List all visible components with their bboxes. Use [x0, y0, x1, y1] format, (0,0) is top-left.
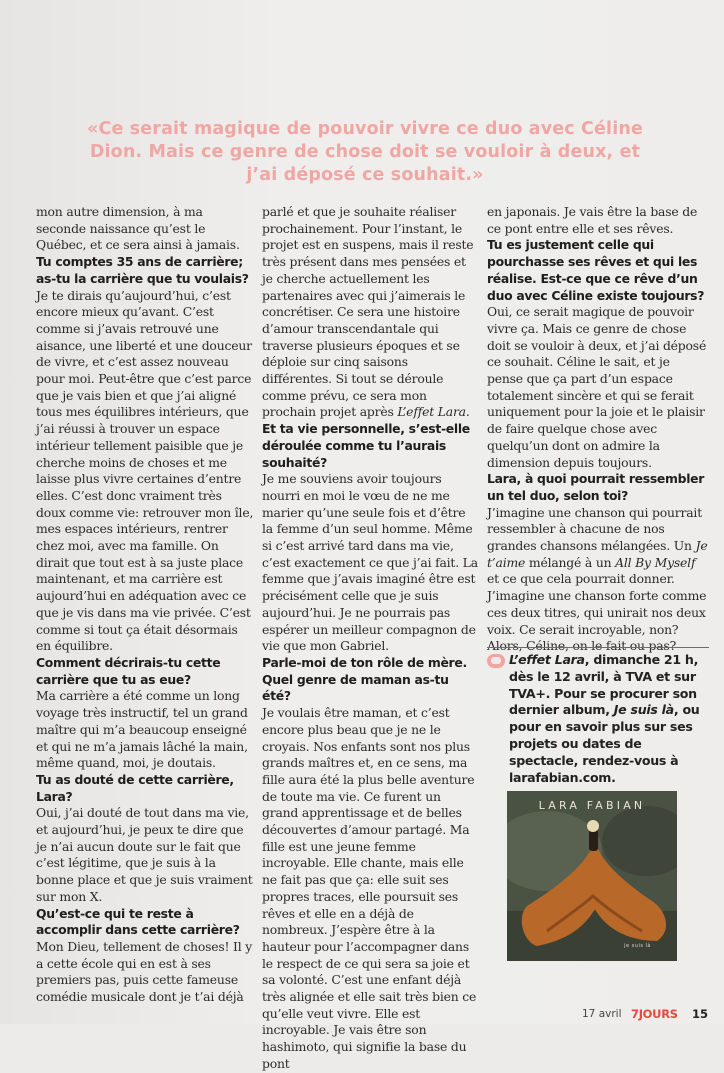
paragraph	[487, 505, 709, 655]
article-column-3	[487, 204, 709, 655]
interview-question: Tu es justement celle qui pourchasse ses rêves et qui les réalise. Est-ce que ce rêve d’un duo avec Céline existe toujours?	[487, 237, 705, 303]
paragraph	[262, 204, 480, 421]
song-title: Je t’aime	[487, 538, 708, 570]
pull-quote-line: j’ai déposé ce souhait.»	[246, 165, 484, 185]
text-run: et ce que cela pourrait donner. J’imagine une chanson forte comme ces deux titres, qui unirait nos deux voix. Ce serait incroyable, non? Alors, Céline, on le fait ou pas?	[487, 571, 707, 654]
interview-question: Et ta vie personnelle, s’est-elle déroulée comme tu l’aurais souhaité?	[262, 421, 470, 470]
issue-date: 17 avril	[582, 1008, 622, 1020]
album-artwork	[507, 791, 677, 961]
paragraph: Je me souviens avoir toujours nourri en moi le vœu de ne me marier qu’une seule fois et d’être la femme d’un seul homme. Même si c’est arrivé tard dans ma vie, c’est exactement ce que j’ai fait. La femme que j’avais imaginé être est précisément celle que je suis aujourd’hui. Je ne pourrais pas espérer un meilleur compagnon de vie que mon Gabriel.	[262, 471, 478, 654]
pull-quote-line: «Ce serait magique de pouvoir vivre ce duo avec Céline	[87, 119, 643, 139]
album-artist: LARA FABIAN	[538, 799, 646, 812]
album-cover	[507, 791, 677, 961]
show-title: L’effet Lara	[509, 652, 585, 667]
pull-quote-line: Dion. Mais ce genre de chose doit se vouloir à deux, et	[89, 142, 641, 162]
paragraph: Ma carrière a été comme un long voyage très instructif, tel un grand maître qui m’a beaucoup enseigné et qui ne m’a jamais lâché la main, même quand, moi, je doutais.	[36, 688, 248, 771]
text-run: .	[465, 404, 470, 420]
interview-question: Qu’est-ce qui te reste à accomplir dans cette carrière?	[36, 905, 240, 938]
text-run: parlé et que je souhaite réaliser prochainement. Pour l’instant, le projet est en suspens, mais il reste très présent dans mes pensées et je cherche actuellement les partenaires avec qui j’aimerais le concrétiser. Ce sera une histoire d’amour transcendantale qui traverse plusieurs époques et se déploie sur cinq saisons différentes. Si tout se déroule comme prévu, ce sera mon prochain projet après	[262, 204, 474, 420]
paragraph: Je te dirais qu’aujourd’hui, c’est encore mieux qu’avant. C’est comme si j’avais retrouvé une aisance, une liberté et une douceur de vivre, et c’est assez nouveau pour moi. Peut-être que c’est parce que je vais bien et que j’ai aligné tous mes équilibres intérieurs, que j’ai réussi à trouver un espace intérieur tellement paisible que je cherche moins de choses et me laisse plus vivre certaines d’entre elles. C’est donc vraiment très doux comme vie: retrouver mon île, mes espaces intérieurs, rentrer chez moi, avec ma famille. On dirait que tout est à sa juste place maintenant, et ma carrière est aujourd’hui en adéquation avec ce que je vis dans ma vie privée. C’est comme si tout ça était désormais en équilibre.	[36, 287, 254, 654]
article-column-1	[36, 204, 254, 1006]
magazine-logo: 7JOURS	[631, 1007, 678, 1021]
interview-question: Comment décrirais-tu cette carrière que tu as eue?	[36, 654, 221, 687]
interview-question: Lara, à quoi pourrait ressembler un tel duo, selon toi?	[487, 471, 705, 503]
interview-question: Tu comptes 35 ans de carrière; as-tu la carrière que tu voulais?	[36, 254, 249, 286]
pull-quote	[40, 118, 690, 187]
album-name: je suis là	[624, 943, 651, 949]
song-title: All By Myself	[615, 554, 696, 570]
paragraph: en japonais. Je vais être la base de ce pont entre elle et ses rêves.	[487, 204, 698, 236]
text-run: mélangé à un	[525, 554, 616, 570]
info-text: , dimanche 21 h, dès le 12 avril, à TVA et sur TVA+. Pour se procurer son dernier album,	[509, 652, 699, 718]
paragraph: Oui, j’ai douté de tout dans ma vie, et aujourd’hui, je peux te dire que je n’ai aucun doute sur le fait que c’est légitime, que je suis à la bonne place et que je suis vraiment sur mon X.	[36, 805, 253, 904]
paragraph: Oui, ce serait magique de pouvoir vivre ça. Mais ce genre de chose doit se vouloir à deux, et j’ai déposé ce souhait. Céline le sait, et je pense que ça part d’un espace totalement sincère et qui se ferait uniquement pour la joie et le plaisir de faire quelque chose avec quelqu’un dont on admire la dimension depuis toujours.	[487, 304, 707, 470]
divider	[487, 647, 709, 648]
page-number: 15	[692, 1007, 709, 1021]
show-title: L’effet Lara	[397, 404, 466, 420]
paragraph: mon autre dimension, à ma seconde naissance qu’est le Québec, et ce sera ainsi à jamais.	[36, 204, 240, 253]
interview-question: Tu as douté de cette carrière, Lara?	[36, 771, 234, 804]
text-run: J’imagine une chanson qui pourrait ressembler à chacune de nos grandes chansons mélangées. Un	[487, 504, 702, 554]
album-title: Je suis là	[613, 702, 674, 718]
info-box	[487, 652, 709, 786]
paragraph: Mon Dieu, tellement de choses! Il y a cette école qui en est à ses premiers pas, puis cette fameuse comédie musicale dont je t’ai déjà	[36, 938, 253, 1005]
interview-question: Parle-moi de ton rôle de mère. Quel genre de maman as-tu été?	[262, 654, 467, 704]
article-column-2	[262, 204, 480, 1073]
info-text: , ou pour en savoir plus sur ses projets ou dates de spectacle, rendez-vous à larafabian.com.	[509, 702, 700, 785]
paragraph: Je voulais être maman, et c’est encore plus beau que je ne le croyais. Nos enfants sont nos plus grands maîtres et, en ce sens, ma fille aura été la plus belle aventure de toute ma vie. Ce furent un grand apprentissage et de belles découvertes d’amour partagé. Ma fille est une jeune femme incroyable. Elle chante, mais elle ne fait pas que ça: elle suit ses propres traces, elle poursuit ses rêves et elle en a déjà de nombreux. J’espère être à la hauteur pour l’accompagner dans le respect de ce qui sera sa joie et sa volonté. C’est une enfant déjà très alignée et elle sait très bien ce qu’elle veut vivre. Elle est incroyable. Je vais être son hashimoto, qui signifie la base du pont	[262, 705, 477, 1071]
